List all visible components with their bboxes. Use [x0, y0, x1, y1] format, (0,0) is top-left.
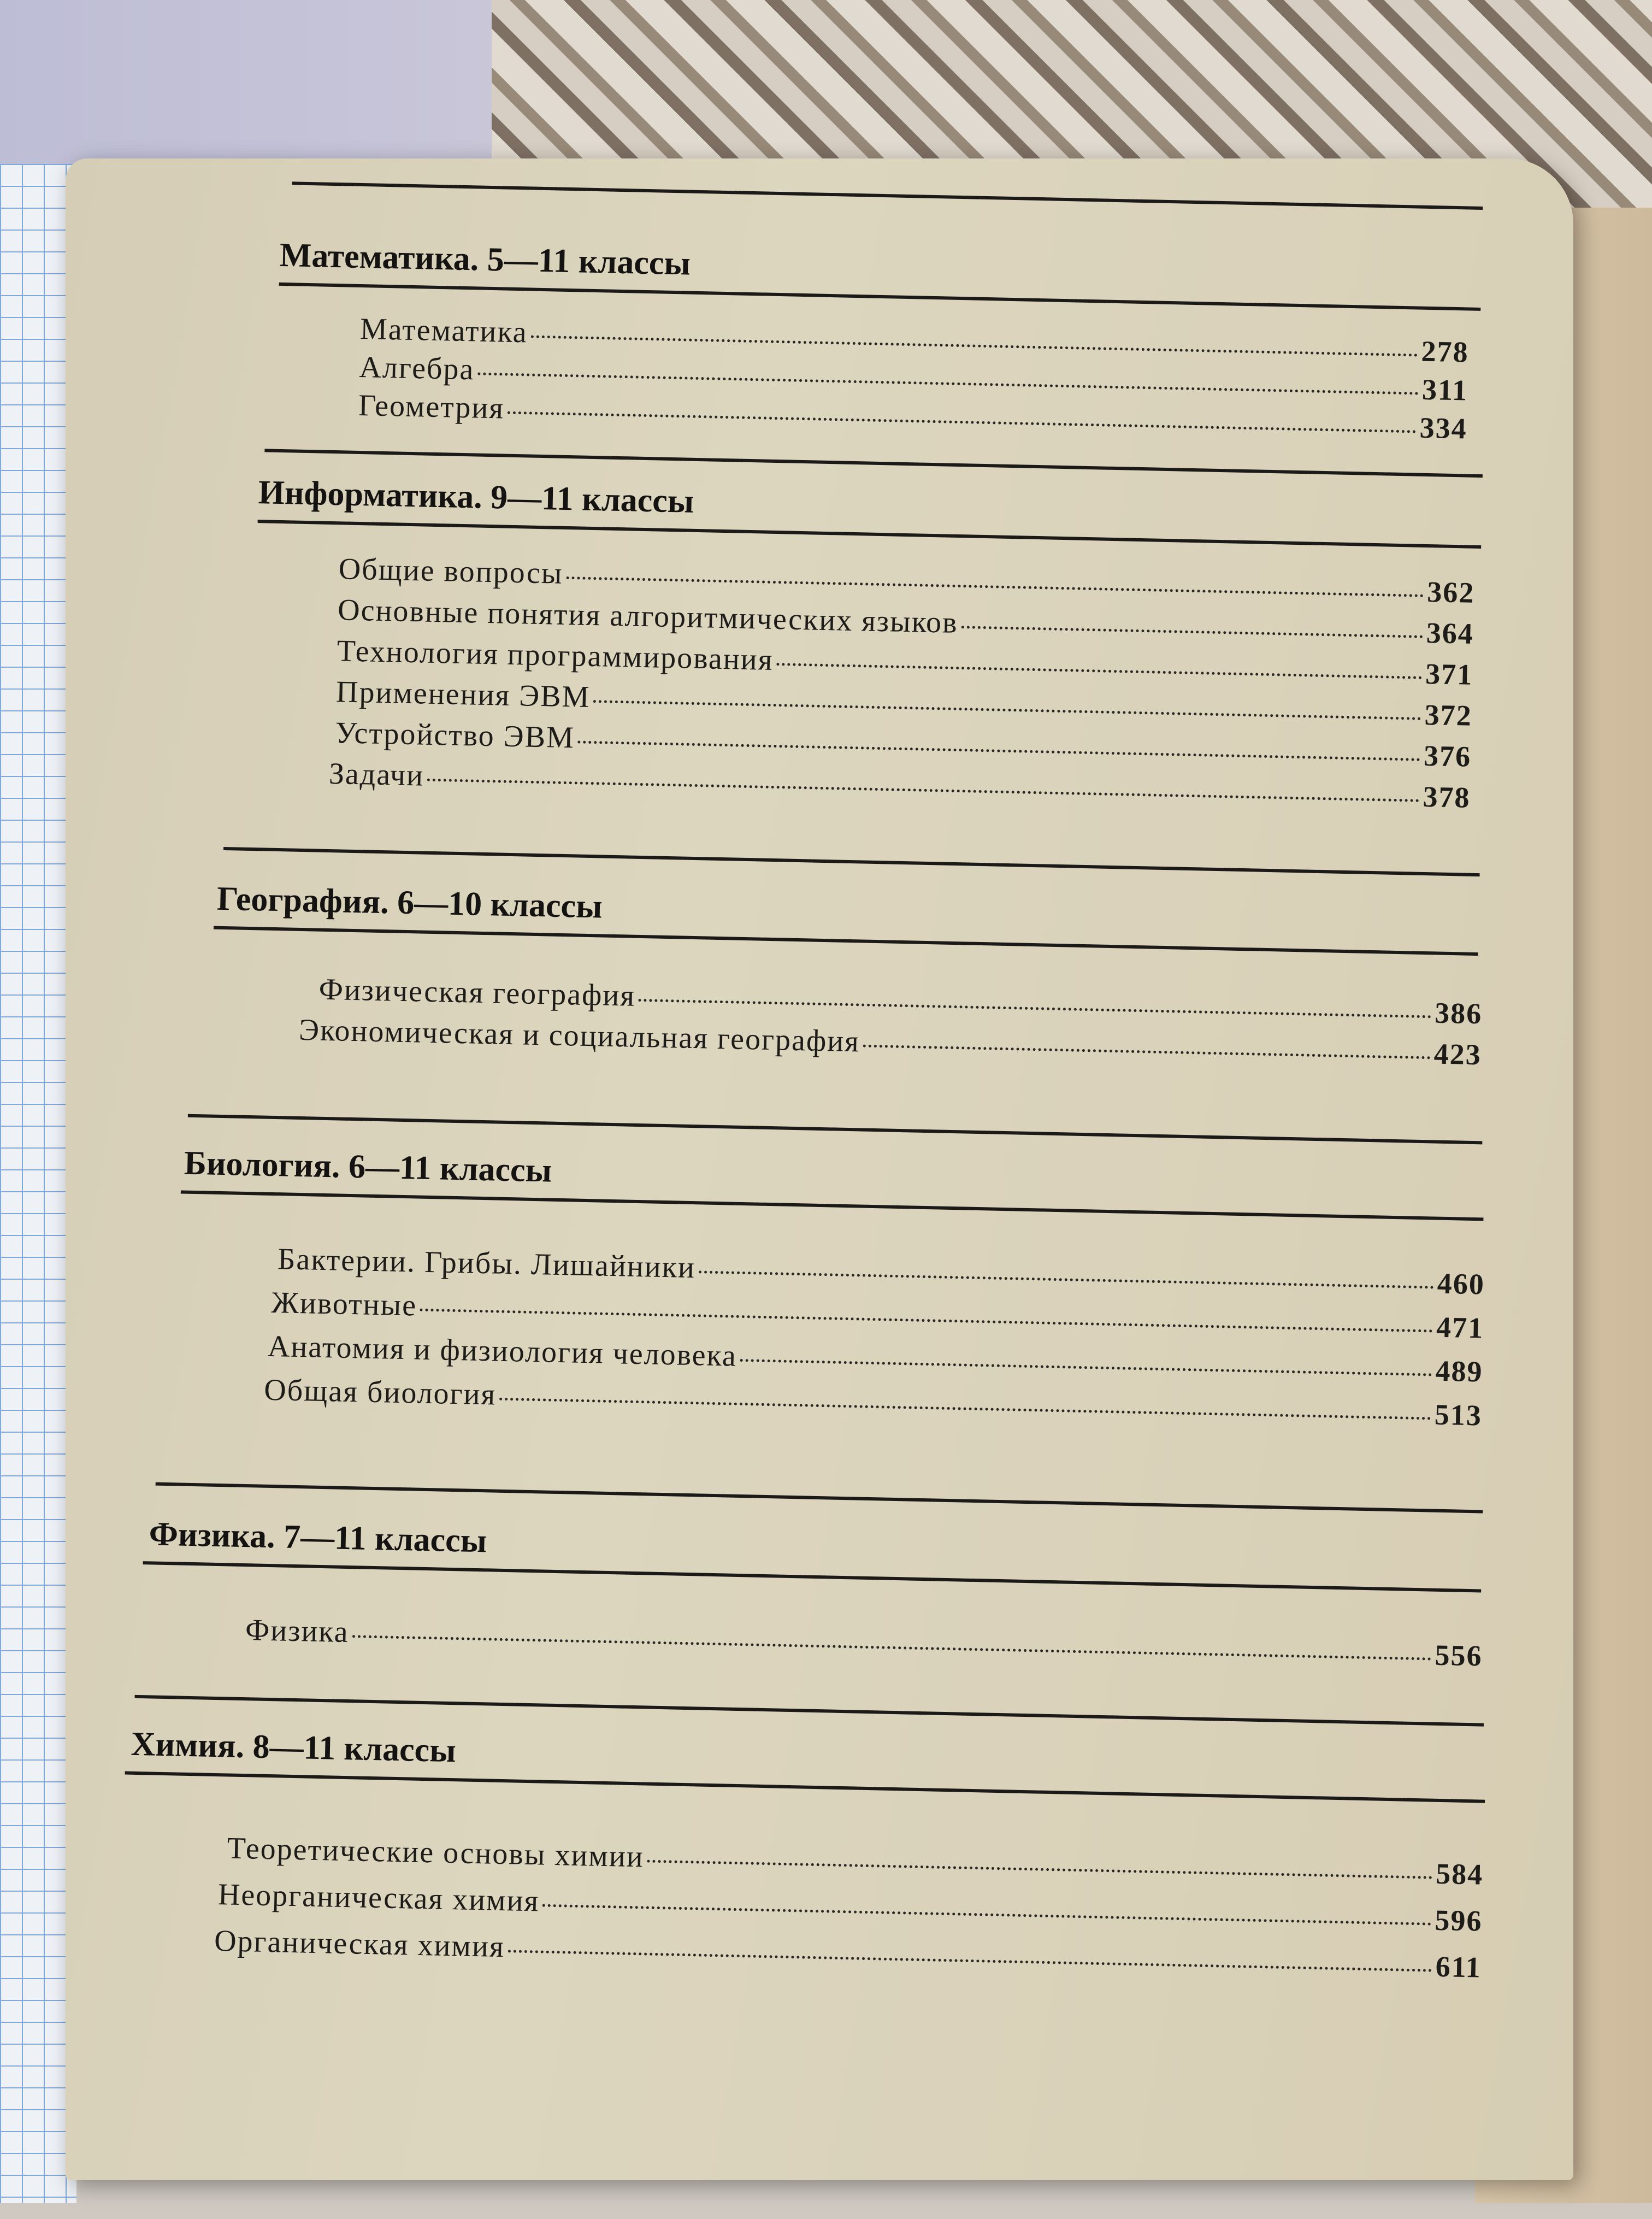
dot-leader	[352, 1635, 1431, 1660]
section-rule-bottom	[214, 926, 1478, 956]
section-heading: Физика. 7—11 классы	[149, 1515, 487, 1560]
section-rule-top	[264, 449, 1483, 478]
dot-leader	[477, 373, 1419, 395]
section-rule-bottom	[279, 282, 1481, 311]
section-rule-bottom	[143, 1561, 1482, 1592]
toc-entry-page: 334	[1419, 411, 1468, 445]
dot-leader	[740, 1359, 1432, 1376]
toc-entry-label: Животные	[271, 1285, 417, 1323]
toc-entry-page: 371	[1425, 657, 1473, 691]
section-rule-top	[156, 1482, 1483, 1514]
toc-entry-label: Геометрия	[358, 388, 505, 426]
toc-entry-label: Физика	[245, 1613, 350, 1650]
toc-entry-page: 423	[1433, 1037, 1482, 1072]
dot-leader	[508, 411, 1417, 433]
dot-leader	[427, 779, 1420, 802]
section-heading: Информатика. 9—11 классы	[258, 474, 694, 520]
toc-entry-label: Теоретические основы химии	[227, 1831, 645, 1874]
toc-entry-page: 489	[1435, 1354, 1484, 1388]
toc-entry-page: 278	[1421, 334, 1470, 369]
toc-entry-label: Анатомия и физиология человека	[267, 1329, 738, 1373]
toc-entry-page: 386	[1434, 996, 1483, 1031]
section-rule-bottom	[125, 1771, 1485, 1803]
toc-entry-label: Алгебра	[358, 350, 475, 387]
section-heading: География. 6—10 классы	[216, 880, 603, 926]
section-rule-bottom	[181, 1190, 1484, 1221]
toc-entry-label: Математика	[359, 311, 528, 350]
dot-leader	[863, 1045, 1431, 1060]
dot-leader	[961, 626, 1423, 638]
toc-entry-page: 372	[1424, 698, 1473, 732]
toc-entry-label: Технология программирования	[337, 634, 774, 677]
toc-entry-page: 378	[1422, 780, 1471, 814]
toc-entry-label: Неорганическая химия	[217, 1877, 540, 1918]
dot-leader	[776, 663, 1422, 679]
section-rule-top	[292, 181, 1483, 210]
dot-leader	[593, 700, 1421, 720]
toc-entry-page: 596	[1434, 1903, 1483, 1938]
toc-entry-page: 584	[1435, 1857, 1484, 1891]
toc-entry-label: Бактерии. Грибы. Лишайники	[277, 1242, 696, 1285]
toc-entry[interactable]	[245, 1612, 1483, 1673]
toc-entry-page: 362	[1426, 575, 1476, 609]
toc-entry-label: Устройство ЭВМ	[334, 716, 575, 755]
section-rule-top	[135, 1695, 1484, 1727]
toc-entry-page: 311	[1421, 373, 1468, 407]
toc-entry-label: Основные понятия алгоритмических языков	[337, 593, 959, 640]
section-rule-bottom	[258, 520, 1482, 549]
toc-entry-page: 460	[1437, 1267, 1485, 1301]
dot-leader	[578, 741, 1420, 761]
toc-entry-label: Общие вопросы	[338, 552, 564, 591]
dot-leader	[542, 1904, 1431, 1926]
dot-leader	[530, 336, 1418, 357]
toc-entry-label: Физическая география	[318, 972, 636, 1013]
dot-leader	[508, 1950, 1432, 1971]
toc-entry-page: 471	[1436, 1310, 1484, 1345]
toc-entry-label: Общая биология	[263, 1373, 497, 1412]
toc-entry-label: Задачи	[328, 756, 424, 793]
toc-entry-label: Применения ЭВМ	[335, 675, 591, 714]
section-heading: Химия. 8—11 классы	[131, 1725, 457, 1770]
dot-leader	[647, 1860, 1433, 1879]
toc-entry-page: 513	[1434, 1398, 1483, 1432]
toc-entry-page: 611	[1435, 1950, 1482, 1984]
dot-leader	[639, 999, 1431, 1018]
toc-entry-label: Экономическая и социальная география	[298, 1013, 860, 1059]
dot-leader	[499, 1398, 1431, 1420]
toc-entry-page: 376	[1423, 739, 1472, 773]
dot-leader	[420, 1309, 1433, 1333]
toc-entry-page: 364	[1426, 616, 1474, 650]
toc-entry-label: Органическая химия	[214, 1924, 505, 1964]
section-heading: Биология. 6—11 классы	[184, 1144, 552, 1190]
toc-entry-page: 556	[1435, 1638, 1483, 1673]
section-rule-top	[188, 1114, 1483, 1145]
dot-leader	[566, 576, 1424, 597]
dot-leader	[699, 1270, 1434, 1288]
section-rule-top	[223, 847, 1480, 876]
section-heading: Математика. 5—11 классы	[279, 236, 691, 282]
